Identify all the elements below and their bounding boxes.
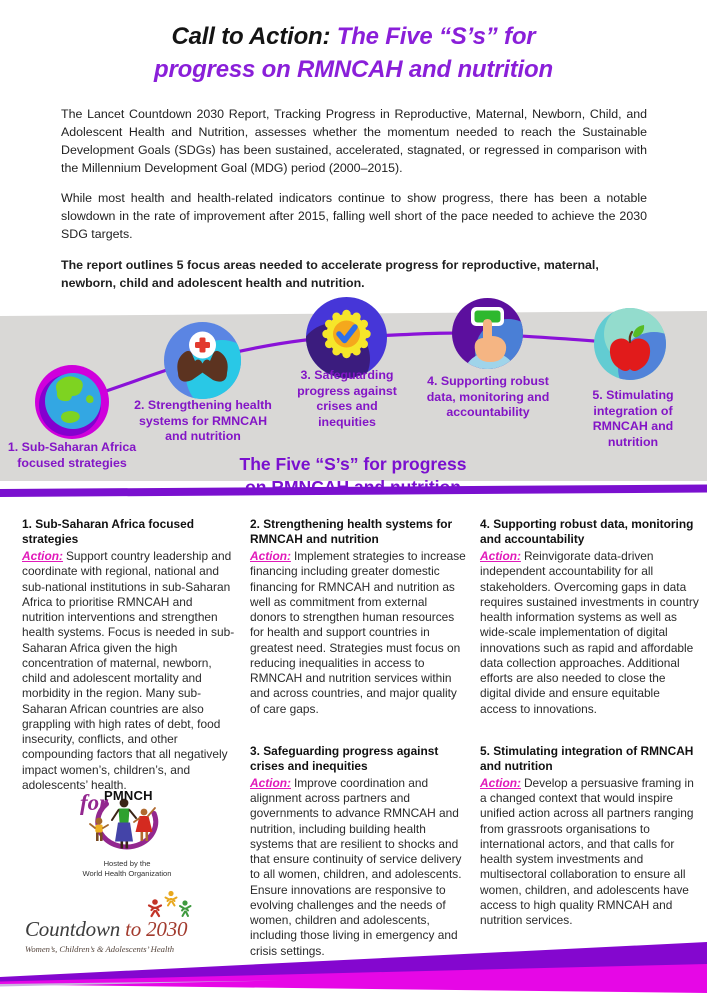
- page-title: [0, 20, 707, 86]
- block-body-5: [480, 776, 699, 928]
- pmnch-logo: [70, 788, 184, 879]
- pmnch-for-text: for: [80, 790, 109, 815]
- action-label: Action:: [480, 776, 521, 791]
- action-label: Action:: [250, 776, 291, 791]
- countdown-tagline: Women’s, Children’s & Adolescents’ Health: [25, 944, 175, 954]
- hosted-line1: Hosted by the: [103, 859, 151, 868]
- action-label: Action:: [480, 549, 521, 564]
- countdown-year: to 2030: [125, 917, 188, 941]
- step-label-2: 2. Strengthening health systems for RMNCAH and nutrition: [134, 398, 272, 444]
- block-text-1: Support country leadership and coordinate with regional, national and sub-national institutions in sub-Saharan Africa to prioritise RMNCAH and nutrition interventions and strengthen health systems. Focus is needed in sub-Saharan Africa given the high concentration of maternal, newborn, child and adolescent mortality and morbidity in the region. Many sub-Saharan African countries are also grappling with high rates of debt, food insecurity, conflicts, and other compounding factors that all negatively impact women’s, children’s, and adolescents’ health.: [22, 549, 235, 792]
- block-body-2: [250, 549, 466, 717]
- detail-block-5: [480, 744, 699, 929]
- page-title-line2: progress on RMNCAH and nutrition: [154, 56, 553, 84]
- block-heading-2: 2. Strengthening health systems for RMNCAH and nutrition: [250, 517, 453, 547]
- globe-icon: [35, 365, 109, 439]
- badge-check-icon: [306, 297, 387, 378]
- intro-paragraph-2: While most health and health-related indicators continue to show progress, there has been a notable slowdown in the rate of improvement after 2015, falling well short of the pace needed to achieve the 2030 SDG targets.: [61, 191, 647, 242]
- action-label: Action:: [22, 549, 63, 564]
- step-circle-4: [452, 298, 523, 374]
- intro-paragraph-1: The Lancet Countdown 2030 Report, Tracking Progress in Reproductive, Maternal, Newborn, Child, and Adolescent Health and Nutrition, assesses whether the momentum needed to reach the Sustainable Development Goals (SDGs) has been sustained, accelerated, stagnated, or regressed in comparison with the Millennium Development Goal (MDG) period (2000–2015).: [61, 107, 647, 175]
- detail-block-4: [480, 517, 699, 717]
- block-heading-4: 4. Supporting robust data, monitoring and accountability: [480, 517, 694, 547]
- detail-column-3: [480, 517, 699, 955]
- hosted-line2: World Health Organization: [82, 868, 172, 878]
- apple-icon: [594, 308, 666, 380]
- step-label-4: 4. Supporting robust data, monitoring and accountability: [426, 374, 550, 420]
- five-s-graphic: [0, 290, 707, 505]
- action-label: Action:: [250, 549, 291, 564]
- intro-section: [61, 106, 647, 306]
- block-heading-5: 5. Stimulating integration of RMNCAH and nutrition: [480, 743, 694, 773]
- block-text-5: Develop a persuasive framing in a changed context that would inspire unified action across all partners ranging from grassroots organisations to international actors, and that calls for health system investments and multisectoral collaboration to ensure all women, children, and adolescents have access to high quality RMNCAH and nutrition services.: [480, 776, 694, 928]
- block-body-3: [250, 776, 466, 959]
- hands-medical-cross-icon: [164, 322, 241, 399]
- step-circle-2: [164, 322, 241, 404]
- countdown-prefix: Countdown: [25, 917, 126, 941]
- detail-block-3: [250, 744, 466, 959]
- block-text-3: Improve coordination and alignment across partners and governments to advance RMNCAH and nutrition, including building health systems that are resilient to shocks and that ensure continuity of service delivery to all women, children, and adolescents. Ensure innovations are responsive to evolving challenges and the needs of women, children and adolescents, including those living in emergency and crisis settings.: [250, 776, 462, 958]
- band-title-line2: on RMNCAH and nutrition: [245, 476, 461, 497]
- band-title: [228, 453, 478, 499]
- intro-paragraph-3: The report outlines 5 focus areas needed to accelerate progress for reproductive, maternal, newborn, child and adolescent health and nutrition.: [61, 258, 599, 290]
- page-title-black: Call to Action:: [171, 23, 337, 50]
- page-title-purple: The Five “S’s” for: [336, 23, 536, 50]
- detail-block-2: [250, 517, 466, 717]
- detail-block-1: [22, 517, 235, 793]
- step-label-3: 3. Safeguarding progress against crises and inequities: [297, 368, 397, 429]
- pmnch-acronym: PMNCH: [104, 788, 153, 803]
- detail-column-2: [250, 517, 466, 986]
- bottom-swoosh: [0, 938, 707, 1000]
- block-body-4: [480, 549, 699, 717]
- block-text-4: Reinvigorate data-driven independent accountability for all stakeholders. Overcoming gaps in data requires sustained investments in country health information systems as well as wide-scale implementation of digital innovations such as rapid and affordable data collection approaches. Additional efforts are also needed to close the digital divide and ensure equitable access to innovations.: [480, 549, 699, 716]
- detail-column-1: [22, 517, 235, 820]
- press-button-icon: [452, 298, 523, 369]
- band-title-line1: The Five “S’s” for progress: [239, 454, 467, 474]
- step-label-1: 1. Sub-Saharan Africa focused strategies: [7, 440, 137, 470]
- countdown-figures-icon: [143, 890, 195, 920]
- step-circle-1: [35, 365, 109, 444]
- block-text-2: Implement strategies to increase financing including greater domestic financing for RMNCAH and nutrition as well as commitment from external donors to strengthen human resources for health and support countries in greatest need. Strategies must focus on reducing inequalities in access to RMNCAH and nutrition services within and across countries, and major quality of care gaps.: [250, 549, 466, 716]
- page-title-line1: [0, 20, 707, 53]
- block-body-1: [22, 549, 235, 793]
- step-circle-5: [594, 308, 666, 385]
- step-label-5: 5. Stimulating integration of RMNCAH and nutrition: [592, 388, 674, 449]
- block-heading-1: 1. Sub-Saharan Africa focused strategies: [22, 517, 195, 547]
- block-heading-3: 3. Safeguarding progress against crises and inequities: [250, 743, 439, 773]
- who-hosted-text: [70, 859, 184, 879]
